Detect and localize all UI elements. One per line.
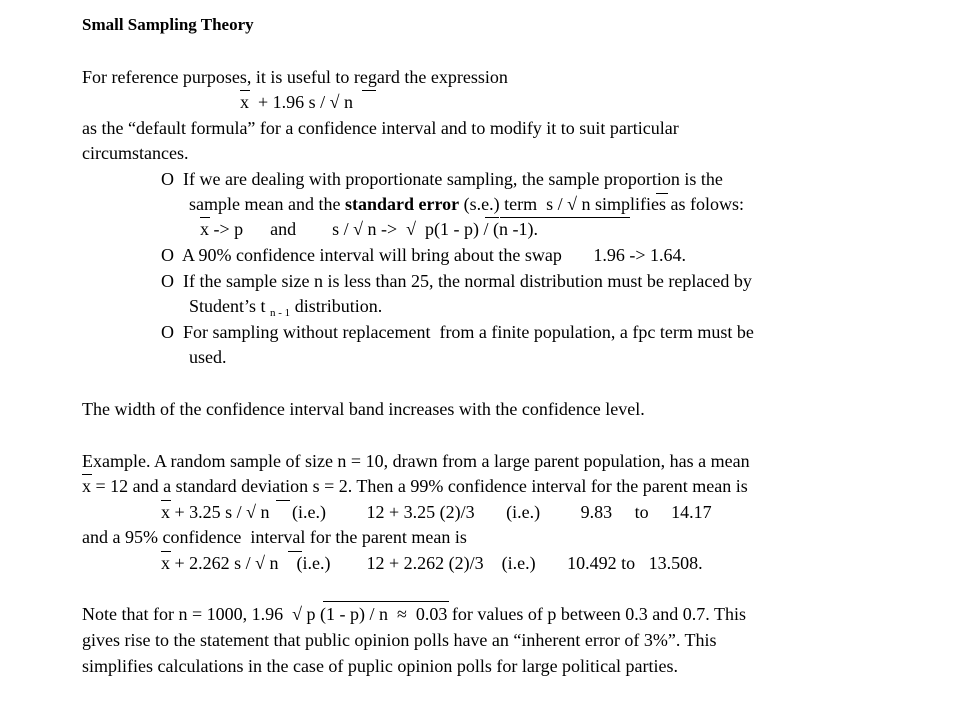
xbar-overline <box>161 500 171 501</box>
text-segment: sample mean and the <box>189 194 345 214</box>
text-segment: distribution. <box>290 296 383 316</box>
text-segment: (s.e.) term s / √ n simplifies as folows: <box>459 194 744 214</box>
bullet-proportion-line-2 <box>189 193 744 215</box>
standard-error-term: standard error <box>344 194 460 214</box>
bullet-proportion-formula: x -> p and s / √ n -> √ p(1 - p) / (n -1). <box>200 219 539 239</box>
sqrt-overline <box>485 217 499 218</box>
bullet-small-sample-line-1: O If the sample size n is less than 25, the normal distribution must be replaced by <box>161 271 752 291</box>
sqrt-overline <box>276 500 290 501</box>
xbar-overline <box>82 474 92 475</box>
page-title: Small Sampling Theory <box>82 15 254 34</box>
example-99-formula: x + 3.25 s / √ n (i.e.) 12 + 3.25 (2)/3 (i.e.) 9.83 to 14.17 <box>161 502 712 522</box>
example-line-1: Example. A random sample of size n = 10, drawn from a large parent population, has a mean <box>82 451 750 471</box>
note-line-2: gives rise to the statement that public opinion polls have an “inherent error of 3%”. This <box>82 630 717 650</box>
xbar-overline <box>240 90 250 91</box>
bullet-proportion-line-1: O If we are dealing with proportionate sampling, the sample proportion is the <box>161 169 723 189</box>
example-line-2: x = 12 and a standard deviation s = 2. Then a 99% confidence interval for the parent mean is <box>82 476 748 496</box>
example-line-4: and a 95% confidence interval for the parent mean is <box>82 527 467 547</box>
note-line-1: Note that for n = 1000, 1.96 √ p (1 - p) / n ≈ 0.03 for values of p between 0.3 and 0.7. This <box>82 604 746 624</box>
default-formula: x + 1.96 s / √ n <box>240 92 354 112</box>
bullet-fpc-line-2: used. <box>189 347 227 367</box>
intro-line-2: as the “default formula” for a confidence interval and to modify it to suit particular <box>82 118 679 138</box>
sqrt-overline <box>362 90 376 91</box>
bullet-fpc-line-1: O For sampling without replacement from a finite population, a fpc term must be <box>161 322 754 342</box>
xbar-overline <box>161 551 171 552</box>
xbar-overline <box>200 217 210 218</box>
intro-line-1: For reference purposes, it is useful to regard the expression <box>82 67 508 87</box>
intro-line-3: circumstances. <box>82 143 189 163</box>
example-95-formula: x + 2.262 s / √ n (i.e.) 12 + 2.262 (2)/3 (i.e.) 10.492 to 13.508. <box>161 553 703 573</box>
sqrt-overline <box>288 551 302 552</box>
sqrt-overline <box>500 217 630 218</box>
note-line-3: simplifies calculations in the case of puplic opinion polls for large political parties. <box>82 656 679 676</box>
text-segment: Student’s t <box>189 296 271 316</box>
sqrt-overline <box>323 601 449 602</box>
t-subscript: n - 1 <box>270 307 291 319</box>
sqrt-overline <box>656 193 668 194</box>
bullet-small-sample-line-2 <box>189 295 382 320</box>
bullet-90-percent: O A 90% confidence interval will bring about the swap 1.96 -> 1.64. <box>161 245 687 265</box>
width-statement: The width of the confidence interval band increases with the confidence level. <box>82 399 645 419</box>
